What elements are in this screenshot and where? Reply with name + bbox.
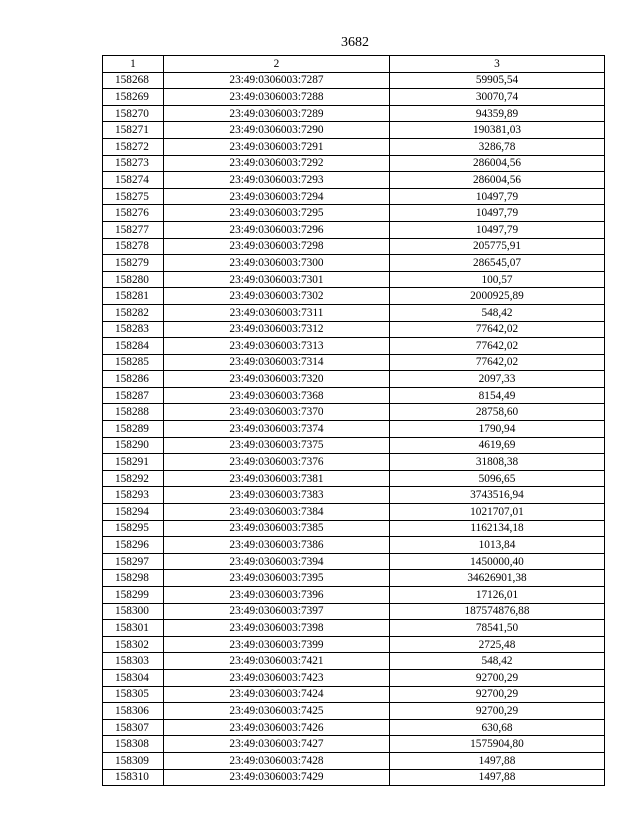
table-row: [103, 669, 605, 686]
cadastral-value-cell: 1497,88: [390, 752, 605, 769]
row-number-cell: 158280: [103, 271, 164, 288]
header-cell-3: 3: [390, 56, 605, 73]
row-number-cell: 158300: [103, 603, 164, 620]
cadastral-value-cell: 77642,02: [390, 354, 605, 371]
table-row: [103, 620, 605, 637]
cadastral-value-cell: 59905,54: [390, 72, 605, 89]
row-number-cell: 158304: [103, 669, 164, 686]
cadastral-number-cell: 23:49:0306003:7296: [164, 221, 390, 238]
cadastral-number-cell: 23:49:0306003:7398: [164, 620, 390, 637]
table-row: [103, 354, 605, 371]
row-number-cell: 158283: [103, 321, 164, 338]
cadastral-number-cell: 23:49:0306003:7293: [164, 172, 390, 189]
cadastral-number-cell: 23:49:0306003:7294: [164, 188, 390, 205]
cadastral-value-cell: 286545,07: [390, 255, 605, 272]
cadastral-number-cell: 23:49:0306003:7300: [164, 255, 390, 272]
table-row: [103, 504, 605, 521]
cadastral-number-cell: 23:49:0306003:7394: [164, 553, 390, 570]
cadastral-value-cell: 286004,56: [390, 155, 605, 172]
cadastral-number-cell: 23:49:0306003:7291: [164, 138, 390, 155]
row-number-cell: 158286: [103, 371, 164, 388]
row-number-cell: 158293: [103, 487, 164, 504]
cadastral-value-cell: 28758,60: [390, 404, 605, 421]
cadastral-value-cell: 2725,48: [390, 636, 605, 653]
row-number-cell: 158309: [103, 752, 164, 769]
table-row: [103, 321, 605, 338]
table-row: [103, 404, 605, 421]
cadastral-number-cell: 23:49:0306003:7288: [164, 89, 390, 106]
row-number-cell: 158288: [103, 404, 164, 421]
row-number-cell: 158282: [103, 304, 164, 321]
row-number-cell: 158294: [103, 504, 164, 521]
table-row: [103, 736, 605, 753]
cadastral-number-cell: 23:49:0306003:7292: [164, 155, 390, 172]
cadastral-number-cell: 23:49:0306003:7298: [164, 238, 390, 255]
table-row: [103, 105, 605, 122]
cadastral-value-cell: 92700,29: [390, 703, 605, 720]
cadastral-value-cell: 1162134,18: [390, 520, 605, 537]
row-number-cell: 158296: [103, 537, 164, 554]
cadastral-number-cell: 23:49:0306003:7426: [164, 719, 390, 736]
row-number-cell: 158297: [103, 553, 164, 570]
table-row: [103, 487, 605, 504]
cadastral-value-cell: 17126,01: [390, 587, 605, 604]
row-number-cell: 158279: [103, 255, 164, 272]
row-number-cell: 158270: [103, 105, 164, 122]
row-number-cell: 158268: [103, 72, 164, 89]
table-row: [103, 89, 605, 106]
row-number-cell: 158275: [103, 188, 164, 205]
row-number-cell: 158274: [103, 172, 164, 189]
table-row: [103, 653, 605, 670]
row-number-cell: 158276: [103, 205, 164, 222]
row-number-cell: 158301: [103, 620, 164, 637]
cadastral-number-cell: 23:49:0306003:7395: [164, 570, 390, 587]
cadastral-number-cell: 23:49:0306003:7427: [164, 736, 390, 753]
cadastral-value-cell: 187574876,88: [390, 603, 605, 620]
row-number-cell: 158287: [103, 387, 164, 404]
row-number-cell: 158290: [103, 437, 164, 454]
cadastral-value-cell: 77642,02: [390, 321, 605, 338]
table-row: [103, 686, 605, 703]
cadastral-number-cell: 23:49:0306003:7386: [164, 537, 390, 554]
row-number-cell: 158307: [103, 719, 164, 736]
row-number-cell: 158281: [103, 288, 164, 305]
table-row: [103, 752, 605, 769]
cadastral-value-cell: 286004,56: [390, 172, 605, 189]
table-row: [103, 138, 605, 155]
cadastral-value-cell: 630,68: [390, 719, 605, 736]
table-row: [103, 537, 605, 554]
cadastral-number-cell: 23:49:0306003:7295: [164, 205, 390, 222]
cadastral-value-cell: 1013,84: [390, 537, 605, 554]
cadastral-number-cell: 23:49:0306003:7311: [164, 304, 390, 321]
cadastral-value-cell: 30070,74: [390, 89, 605, 106]
cadastral-number-cell: 23:49:0306003:7376: [164, 454, 390, 471]
row-number-cell: 158310: [103, 769, 164, 786]
cadastral-number-cell: 23:49:0306003:7429: [164, 769, 390, 786]
table-row: [103, 387, 605, 404]
cadastral-value-table: [102, 55, 605, 786]
cadastral-value-cell: 77642,02: [390, 338, 605, 355]
cadastral-value-cell: 10497,79: [390, 221, 605, 238]
header-row: [103, 56, 605, 73]
cadastral-number-cell: 23:49:0306003:7428: [164, 752, 390, 769]
table-row: [103, 769, 605, 786]
row-number-cell: 158271: [103, 122, 164, 139]
table-row: [103, 371, 605, 388]
table-row: [103, 703, 605, 720]
cadastral-value-cell: 1021707,01: [390, 504, 605, 521]
cadastral-number-cell: 23:49:0306003:7375: [164, 437, 390, 454]
row-number-cell: 158308: [103, 736, 164, 753]
page-number: 3682: [341, 35, 369, 50]
cadastral-number-cell: 23:49:0306003:7396: [164, 587, 390, 604]
row-number-cell: 158284: [103, 338, 164, 355]
cadastral-value-cell: 1575904,80: [390, 736, 605, 753]
cadastral-number-cell: 23:49:0306003:7399: [164, 636, 390, 653]
row-number-cell: 158306: [103, 703, 164, 720]
cadastral-value-cell: 1450000,40: [390, 553, 605, 570]
cadastral-number-cell: 23:49:0306003:7290: [164, 122, 390, 139]
cadastral-value-cell: 2097,33: [390, 371, 605, 388]
cadastral-value-cell: 205775,91: [390, 238, 605, 255]
cadastral-value-cell: 10497,79: [390, 205, 605, 222]
cadastral-value-cell: 548,42: [390, 304, 605, 321]
cadastral-value-cell: 1497,88: [390, 769, 605, 786]
cadastral-number-cell: 23:49:0306003:7313: [164, 338, 390, 355]
header-cell-1: 1: [103, 56, 164, 73]
cadastral-value-cell: 1790,94: [390, 421, 605, 438]
cadastral-number-cell: 23:49:0306003:7425: [164, 703, 390, 720]
table-row: [103, 338, 605, 355]
cadastral-number-cell: 23:49:0306003:7374: [164, 421, 390, 438]
table-row: [103, 470, 605, 487]
table-row: [103, 238, 605, 255]
header-cell-2: 2: [164, 56, 390, 73]
table-row: [103, 719, 605, 736]
row-number-cell: 158285: [103, 354, 164, 371]
table-row: [103, 437, 605, 454]
row-number-cell: 158302: [103, 636, 164, 653]
cadastral-number-cell: 23:49:0306003:7370: [164, 404, 390, 421]
cadastral-number-cell: 23:49:0306003:7312: [164, 321, 390, 338]
table-row: [103, 155, 605, 172]
cadastral-value-cell: 8154,49: [390, 387, 605, 404]
table-row: [103, 587, 605, 604]
row-number-cell: 158298: [103, 570, 164, 587]
table-row: [103, 636, 605, 653]
cadastral-value-cell: 5096,65: [390, 470, 605, 487]
row-number-cell: 158299: [103, 587, 164, 604]
table-row: [103, 288, 605, 305]
cadastral-number-cell: 23:49:0306003:7397: [164, 603, 390, 620]
cadastral-value-cell: 94359,89: [390, 105, 605, 122]
table-row: [103, 570, 605, 587]
row-number-cell: 158277: [103, 221, 164, 238]
cadastral-number-cell: 23:49:0306003:7383: [164, 487, 390, 504]
cadastral-value-cell: 3286,78: [390, 138, 605, 155]
cadastral-number-cell: 23:49:0306003:7424: [164, 686, 390, 703]
cadastral-number-cell: 23:49:0306003:7421: [164, 653, 390, 670]
cadastral-number-cell: 23:49:0306003:7385: [164, 520, 390, 537]
table-row: [103, 172, 605, 189]
cadastral-value-cell: 548,42: [390, 653, 605, 670]
table-row: [103, 421, 605, 438]
table-row: [103, 188, 605, 205]
row-number-cell: 158289: [103, 421, 164, 438]
row-number-cell: 158272: [103, 138, 164, 155]
row-number-cell: 158305: [103, 686, 164, 703]
cadastral-value-cell: 34626901,38: [390, 570, 605, 587]
table-row: [103, 72, 605, 89]
row-number-cell: 158269: [103, 89, 164, 106]
cadastral-value-cell: 2000925,89: [390, 288, 605, 305]
row-number-cell: 158295: [103, 520, 164, 537]
cadastral-value-cell: 100,57: [390, 271, 605, 288]
cadastral-number-cell: 23:49:0306003:7287: [164, 72, 390, 89]
row-number-cell: 158278: [103, 238, 164, 255]
cadastral-number-cell: 23:49:0306003:7320: [164, 371, 390, 388]
table-row: [103, 304, 605, 321]
cadastral-value-cell: 92700,29: [390, 669, 605, 686]
row-number-cell: 158273: [103, 155, 164, 172]
row-number-cell: 158292: [103, 470, 164, 487]
row-number-cell: 158291: [103, 454, 164, 471]
cadastral-number-cell: 23:49:0306003:7384: [164, 504, 390, 521]
cadastral-number-cell: 23:49:0306003:7302: [164, 288, 390, 305]
table-row: [103, 520, 605, 537]
table-row: [103, 122, 605, 139]
table-header: [103, 56, 605, 73]
table-row: [103, 603, 605, 620]
cadastral-value-cell: 78541,50: [390, 620, 605, 637]
cadastral-value-cell: 3743516,94: [390, 487, 605, 504]
cadastral-number-cell: 23:49:0306003:7301: [164, 271, 390, 288]
cadastral-number-cell: 23:49:0306003:7289: [164, 105, 390, 122]
table-row: [103, 454, 605, 471]
table-row: [103, 271, 605, 288]
table-row: [103, 553, 605, 570]
cadastral-number-cell: 23:49:0306003:7368: [164, 387, 390, 404]
cadastral-value-cell: 31808,38: [390, 454, 605, 471]
cadastral-value-cell: 190381,03: [390, 122, 605, 139]
cadastral-value-cell: 4619,69: [390, 437, 605, 454]
cadastral-value-cell: 92700,29: [390, 686, 605, 703]
cadastral-number-cell: 23:49:0306003:7314: [164, 354, 390, 371]
cadastral-number-cell: 23:49:0306003:7423: [164, 669, 390, 686]
table-body: [103, 72, 605, 786]
cadastral-value-cell: 10497,79: [390, 188, 605, 205]
cadastral-number-cell: 23:49:0306003:7381: [164, 470, 390, 487]
table-row: [103, 221, 605, 238]
row-number-cell: 158303: [103, 653, 164, 670]
table-row: [103, 255, 605, 272]
table-row: [103, 205, 605, 222]
